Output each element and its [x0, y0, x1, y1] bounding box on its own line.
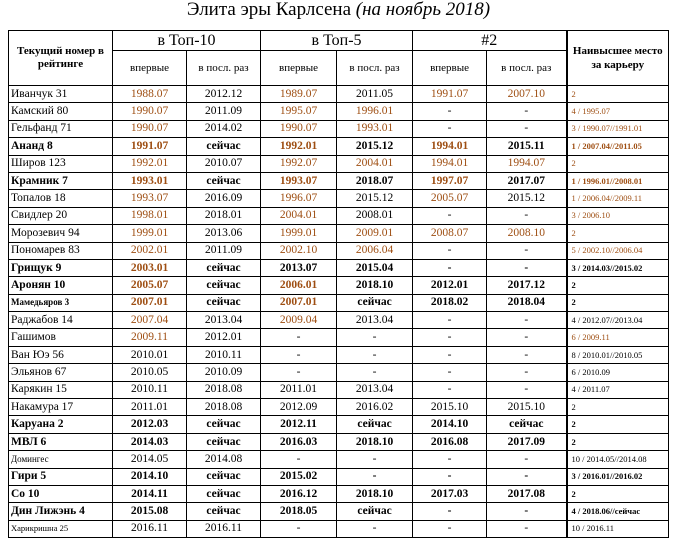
date-cell: сейчас: [187, 433, 261, 450]
date-cell: -: [487, 259, 567, 276]
date-cell: 2018.10: [337, 277, 413, 294]
header-last: в посл. раз: [187, 51, 261, 86]
date-cell: -: [413, 242, 487, 259]
best-place-cell: 2: [567, 433, 669, 450]
date-cell: 1992.01: [261, 138, 337, 155]
date-cell: 1989.07: [261, 86, 337, 103]
header-no2: #2: [413, 31, 567, 51]
table-row: [9, 155, 669, 172]
date-cell: сейчас: [187, 468, 261, 485]
date-cell: -: [261, 451, 337, 468]
best-place-cell: 2: [567, 225, 669, 242]
player-name: Крамник 7: [9, 172, 113, 189]
date-cell: 1996.01: [337, 103, 413, 120]
best-place-cell: 6 / 2010.09: [567, 364, 669, 381]
date-cell: -: [487, 364, 567, 381]
player-name: Раджабов 14: [9, 312, 113, 329]
date-cell: -: [413, 381, 487, 398]
table-row: [9, 451, 669, 468]
best-place-cell: 3 / 2006.10: [567, 207, 669, 224]
date-cell: 2005.07: [113, 277, 187, 294]
header-top10: в Топ-10: [113, 31, 261, 51]
player-name: Домингес: [9, 451, 113, 468]
date-cell: 2007.01: [113, 294, 187, 311]
best-place-cell: 3 / 2016.01//2016.02: [567, 468, 669, 485]
table-row: [9, 416, 669, 433]
date-cell: 1990.07: [113, 120, 187, 137]
elite-table: [8, 30, 669, 538]
player-name: Эльянов 67: [9, 364, 113, 381]
date-cell: 2011.05: [337, 86, 413, 103]
date-cell: -: [337, 520, 413, 537]
date-cell: 1995.07: [261, 103, 337, 120]
date-cell: 2002.10: [261, 242, 337, 259]
best-place-cell: 1 / 1996.01//2008.01: [567, 172, 669, 189]
header-first: впервые: [261, 51, 337, 86]
player-name: Карякин 15: [9, 381, 113, 398]
date-cell: 2018.04: [487, 294, 567, 311]
date-cell: 2007.04: [113, 312, 187, 329]
date-cell: 2016.02: [337, 399, 413, 416]
date-cell: 2012.01: [187, 329, 261, 346]
date-cell: -: [487, 242, 567, 259]
best-place-cell: 8 / 2010.01//2010.05: [567, 346, 669, 363]
date-cell: сейчас: [187, 259, 261, 276]
best-place-cell: 10 / 2016.11: [567, 520, 669, 537]
table-row: [9, 190, 669, 207]
date-cell: 2013.04: [337, 381, 413, 398]
date-cell: сейчас: [187, 294, 261, 311]
date-cell: -: [413, 364, 487, 381]
table-row: [9, 172, 669, 189]
date-cell: -: [487, 451, 567, 468]
table-row: [9, 86, 669, 103]
date-cell: 2011.01: [113, 399, 187, 416]
player-name: Камский 80: [9, 103, 113, 120]
best-place-cell: 3 / 1990.07//1991.01: [567, 120, 669, 137]
date-cell: -: [487, 120, 567, 137]
player-name: Мамедьяров 3: [9, 294, 113, 311]
date-cell: 2010.05: [113, 364, 187, 381]
best-place-cell: 2: [567, 399, 669, 416]
date-cell: -: [261, 346, 337, 363]
table-row: [9, 207, 669, 224]
date-cell: -: [413, 259, 487, 276]
date-cell: 2015.04: [337, 259, 413, 276]
date-cell: 2002.01: [113, 242, 187, 259]
best-place-cell: 4 / 1995.07: [567, 103, 669, 120]
best-place-cell: 2: [567, 277, 669, 294]
date-cell: 2012.03: [113, 416, 187, 433]
date-cell: 2018.07: [337, 172, 413, 189]
date-cell: 2016.08: [413, 433, 487, 450]
best-place-cell: 4 / 2011.07: [567, 381, 669, 398]
date-cell: 2017.08: [487, 485, 567, 502]
date-cell: 1999.01: [261, 225, 337, 242]
best-place-cell: 1 / 2007.04//2011.05: [567, 138, 669, 155]
date-cell: 2012.12: [187, 86, 261, 103]
date-cell: сейчас: [187, 277, 261, 294]
player-name: Свидлер 20: [9, 207, 113, 224]
date-cell: 1996.07: [261, 190, 337, 207]
date-cell: сейчас: [337, 503, 413, 520]
date-cell: 1993.07: [113, 190, 187, 207]
date-cell: 2004.01: [261, 207, 337, 224]
date-cell: сейчас: [187, 485, 261, 502]
date-cell: сейчас: [187, 138, 261, 155]
date-cell: 2009.11: [113, 329, 187, 346]
date-cell: сейчас: [337, 294, 413, 311]
date-cell: сейчас: [487, 416, 567, 433]
date-cell: сейчас: [187, 503, 261, 520]
date-cell: 2016.11: [187, 520, 261, 537]
player-name: Пономарев 83: [9, 242, 113, 259]
table-row: [9, 120, 669, 137]
date-cell: 2012.01: [413, 277, 487, 294]
header-top5: в Топ-5: [261, 31, 413, 51]
date-cell: 2016.09: [187, 190, 261, 207]
date-cell: -: [413, 103, 487, 120]
date-cell: 2006.04: [337, 242, 413, 259]
player-name: Со 10: [9, 485, 113, 502]
best-place-cell: 2: [567, 155, 669, 172]
table-row: [9, 364, 669, 381]
date-cell: 2018.05: [261, 503, 337, 520]
date-cell: 2011.09: [187, 242, 261, 259]
table-row: [9, 225, 669, 242]
date-cell: 2015.10: [413, 399, 487, 416]
table-row: [9, 259, 669, 276]
date-cell: 2013.07: [261, 259, 337, 276]
date-cell: 2008.01: [337, 207, 413, 224]
best-place-cell: 2: [567, 86, 669, 103]
date-cell: -: [487, 207, 567, 224]
date-cell: -: [487, 329, 567, 346]
player-name: Грищук 9: [9, 259, 113, 276]
table-row: [9, 433, 669, 450]
date-cell: 1988.07: [113, 86, 187, 103]
player-name: Дин Лижэнь 4: [9, 503, 113, 520]
date-cell: 2015.12: [337, 138, 413, 155]
date-cell: 2018.08: [187, 381, 261, 398]
header-first: впервые: [413, 51, 487, 86]
date-cell: 2014.02: [187, 120, 261, 137]
date-cell: 2015.11: [487, 138, 567, 155]
player-name: Накамура 17: [9, 399, 113, 416]
date-cell: 2011.01: [261, 381, 337, 398]
date-cell: 2008.07: [413, 225, 487, 242]
date-cell: 1990.07: [113, 103, 187, 120]
date-cell: -: [413, 468, 487, 485]
date-cell: -: [337, 346, 413, 363]
player-name: МВЛ 6: [9, 433, 113, 450]
date-cell: -: [487, 381, 567, 398]
player-name: Харикришна 25: [9, 520, 113, 537]
date-cell: 1990.07: [261, 120, 337, 137]
table-row: [9, 346, 669, 363]
date-cell: 2015.12: [337, 190, 413, 207]
date-cell: 1994.01: [413, 155, 487, 172]
date-cell: 2010.01: [113, 346, 187, 363]
table-row: [9, 520, 669, 537]
best-place-cell: 4 / 2018.06//сейчас: [567, 503, 669, 520]
date-cell: -: [487, 503, 567, 520]
header-first: впервые: [113, 51, 187, 86]
best-place-cell: 10 / 2014.05//2014.08: [567, 451, 669, 468]
table-row: [9, 329, 669, 346]
date-cell: -: [487, 312, 567, 329]
date-cell: 2014.08: [187, 451, 261, 468]
date-cell: 1999.01: [113, 225, 187, 242]
date-cell: 2018.10: [337, 433, 413, 450]
date-cell: 2005.07: [413, 190, 487, 207]
best-place-cell: 5 / 2002.10//2006.04: [567, 242, 669, 259]
date-cell: 2007.10: [487, 86, 567, 103]
date-cell: сейчас: [187, 416, 261, 433]
date-cell: 2014.03: [113, 433, 187, 450]
date-cell: 2004.01: [337, 155, 413, 172]
title-date: (на ноябрь 2018): [355, 0, 491, 20]
best-place-cell: 2: [567, 416, 669, 433]
date-cell: 2012.11: [261, 416, 337, 433]
table-row: [9, 381, 669, 398]
date-cell: 1994.01: [413, 138, 487, 155]
date-cell: -: [487, 103, 567, 120]
best-place-cell: 3 / 2014.03//2015.02: [567, 259, 669, 276]
table-row: [9, 277, 669, 294]
date-cell: 2010.09: [187, 364, 261, 381]
date-cell: 2015.02: [261, 468, 337, 485]
date-cell: -: [337, 329, 413, 346]
date-cell: 2013.06: [187, 225, 261, 242]
date-cell: 1993.07: [261, 172, 337, 189]
table-row: [9, 294, 669, 311]
date-cell: 2017.03: [413, 485, 487, 502]
date-cell: 2016.12: [261, 485, 337, 502]
table-row: [9, 103, 669, 120]
table-row: [9, 242, 669, 259]
page-title: [0, 0, 677, 30]
date-cell: 1993.01: [337, 120, 413, 137]
date-cell: -: [337, 468, 413, 485]
player-name: Ананд 8: [9, 138, 113, 155]
best-place-cell: 4 / 2012.07//2013.04: [567, 312, 669, 329]
date-cell: 1992.07: [261, 155, 337, 172]
date-cell: 2017.09: [487, 433, 567, 450]
date-cell: -: [413, 329, 487, 346]
table-row: [9, 503, 669, 520]
date-cell: 2009.04: [261, 312, 337, 329]
date-cell: 2014.10: [413, 416, 487, 433]
date-cell: -: [487, 468, 567, 485]
date-cell: 2017.07: [487, 172, 567, 189]
date-cell: -: [337, 451, 413, 468]
date-cell: 2018.10: [337, 485, 413, 502]
best-place-cell: 2: [567, 485, 669, 502]
date-cell: 1991.07: [413, 86, 487, 103]
date-cell: 2012.09: [261, 399, 337, 416]
date-cell: 2015.10: [487, 399, 567, 416]
player-name: Гашимов: [9, 329, 113, 346]
date-cell: сейчас: [337, 416, 413, 433]
header-best-place: Наивысшее место за карьеру: [567, 31, 669, 86]
date-cell: -: [413, 520, 487, 537]
date-cell: -: [413, 503, 487, 520]
date-cell: 2013.04: [187, 312, 261, 329]
date-cell: 2015.08: [113, 503, 187, 520]
date-cell: -: [261, 329, 337, 346]
date-cell: 2007.01: [261, 294, 337, 311]
date-cell: сейчас: [187, 172, 261, 189]
date-cell: 2014.05: [113, 451, 187, 468]
date-cell: 2011.09: [187, 103, 261, 120]
date-cell: 2016.11: [113, 520, 187, 537]
date-cell: 2016.03: [261, 433, 337, 450]
date-cell: 1994.07: [487, 155, 567, 172]
date-cell: 2015.12: [487, 190, 567, 207]
date-cell: 2013.04: [337, 312, 413, 329]
table-body: [9, 86, 669, 538]
date-cell: 1997.07: [413, 172, 487, 189]
player-name: Гельфанд 71: [9, 120, 113, 137]
table-row: [9, 138, 669, 155]
date-cell: 2014.11: [113, 485, 187, 502]
player-name: Гири 5: [9, 468, 113, 485]
best-place-cell: 2: [567, 294, 669, 311]
date-cell: 2018.02: [413, 294, 487, 311]
date-cell: 2006.01: [261, 277, 337, 294]
date-cell: 1991.07: [113, 138, 187, 155]
header-last: в посл. раз: [487, 51, 567, 86]
best-place-cell: 1 / 2006.04//2009.11: [567, 190, 669, 207]
player-name: Аронян 10: [9, 277, 113, 294]
date-cell: -: [413, 207, 487, 224]
date-cell: 1993.01: [113, 172, 187, 189]
date-cell: -: [413, 312, 487, 329]
date-cell: 2010.07: [187, 155, 261, 172]
player-name: Широв 123: [9, 155, 113, 172]
date-cell: 2017.12: [487, 277, 567, 294]
player-name: Морозевич 94: [9, 225, 113, 242]
date-cell: -: [487, 520, 567, 537]
date-cell: 1992.01: [113, 155, 187, 172]
date-cell: 2018.01: [187, 207, 261, 224]
player-name: Ван Юэ 56: [9, 346, 113, 363]
title-main: Элита эры Карлсена: [186, 0, 352, 20]
date-cell: -: [261, 364, 337, 381]
date-cell: 2008.10: [487, 225, 567, 242]
header-current-rank: Текущий номер в рейтинге: [9, 31, 113, 86]
table-row: [9, 485, 669, 502]
date-cell: -: [413, 346, 487, 363]
date-cell: 2010.11: [187, 346, 261, 363]
date-cell: -: [487, 346, 567, 363]
date-cell: -: [261, 520, 337, 537]
player-name: Иванчук 31: [9, 86, 113, 103]
date-cell: 2018.08: [187, 399, 261, 416]
table-row: [9, 468, 669, 485]
table-row: [9, 399, 669, 416]
date-cell: -: [413, 120, 487, 137]
date-cell: 2003.01: [113, 259, 187, 276]
date-cell: 2010.11: [113, 381, 187, 398]
date-cell: -: [337, 364, 413, 381]
date-cell: 1998.01: [113, 207, 187, 224]
date-cell: 2009.01: [337, 225, 413, 242]
table-row: [9, 312, 669, 329]
player-name: Топалов 18: [9, 190, 113, 207]
header-last: в посл. раз: [337, 51, 413, 86]
player-name: Каруана 2: [9, 416, 113, 433]
best-place-cell: 6 / 2009.11: [567, 329, 669, 346]
date-cell: 2014.10: [113, 468, 187, 485]
date-cell: -: [413, 451, 487, 468]
